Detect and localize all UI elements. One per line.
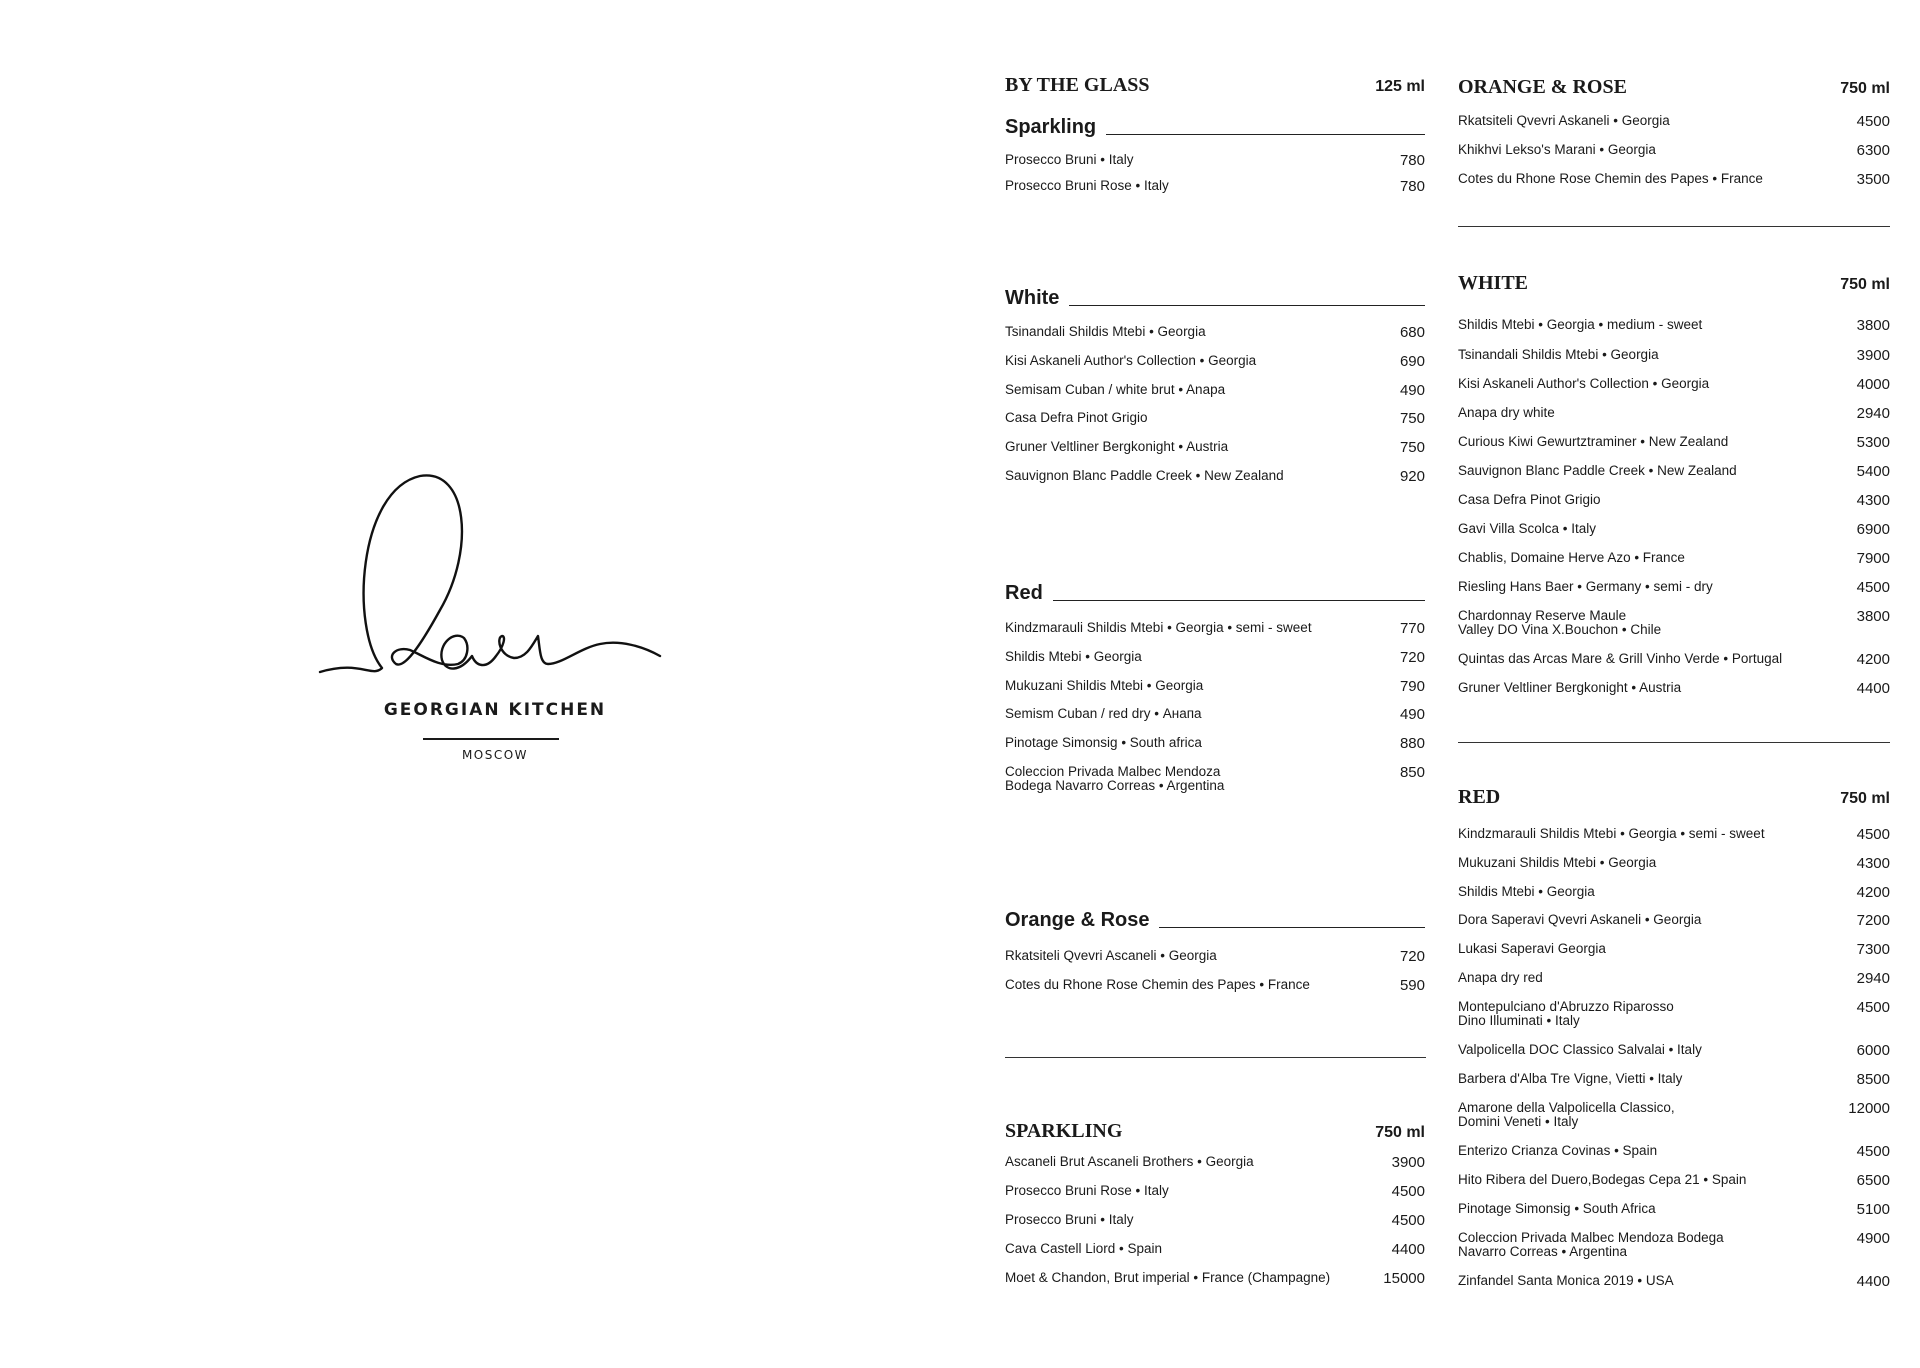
orange-rose-bottle-title: ORANGE & ROSE — [1458, 76, 1627, 98]
list-item — [1005, 325, 1425, 340]
list-item — [1005, 411, 1425, 426]
wine-price: 4300 — [1856, 855, 1890, 872]
wine-price: 15000 — [1383, 1270, 1425, 1287]
wine-name: Mukuzani Shildis Mtebi • Georgia — [1005, 678, 1204, 693]
glass-red-header — [1005, 582, 1425, 604]
list-item — [1458, 172, 1890, 187]
wine-name: Moet & Chandon, Brut imperial • France (Champagne) — [1005, 1270, 1331, 1285]
wine-name: Kisi Askaneli Author's Collection • Georgia — [1458, 376, 1710, 391]
wine-price: 4900 — [1856, 1230, 1890, 1247]
wine-price: 4500 — [1856, 826, 1890, 843]
wine-name: Shildis Mtebi • Georgia — [1005, 649, 1142, 664]
wine-price: 4400 — [1856, 1273, 1890, 1290]
wine-price: 6500 — [1856, 1172, 1890, 1189]
wine-name: Gruner Veltliner Bergkonight • Austria — [1458, 680, 1682, 695]
section-divider — [1458, 742, 1890, 743]
wine-price: 4000 — [1856, 376, 1890, 393]
section-rule — [1053, 600, 1425, 601]
list-item — [1458, 143, 1890, 158]
section-rule — [1106, 134, 1425, 135]
wine-name: Kindzmarauli Shildis Mtebi • Georgia • semi - sweet — [1005, 620, 1312, 635]
wine-price: 12000 — [1848, 1100, 1890, 1117]
wine-price: 4300 — [1856, 492, 1890, 509]
wine-name: Prosecco Bruni Rose • Italy — [1005, 178, 1169, 193]
list-item — [1458, 971, 1890, 986]
wine-price: 3900 — [1391, 1154, 1425, 1171]
orange-rose-bottle-header — [1458, 76, 1890, 99]
wine-price: 4500 — [1391, 1212, 1425, 1229]
list-item — [1458, 318, 1890, 333]
glass-white-header — [1005, 287, 1425, 309]
wine-price: 880 — [1399, 735, 1425, 752]
wine-price: 6300 — [1856, 142, 1890, 159]
glass-white-title: White — [1005, 287, 1060, 309]
list-item — [1458, 377, 1890, 392]
wine-name: Tsinandali Shildis Mtebi • Georgia — [1005, 324, 1206, 339]
list-item — [1005, 736, 1425, 751]
list-item — [1458, 827, 1890, 842]
white-bottle-header — [1458, 272, 1890, 295]
sparkling-bottle-volume: 750 ml — [1375, 1124, 1425, 1141]
wine-name: Kisi Askaneli Author's Collection • Georgia — [1005, 353, 1257, 368]
lari-script-logo — [300, 460, 690, 700]
list-item — [1458, 913, 1890, 928]
wine-name: Kindzmarauli Shildis Mtebi • Georgia • semi - sweet — [1458, 826, 1765, 841]
wine-price: 4200 — [1856, 651, 1890, 668]
wine-price: 720 — [1399, 948, 1425, 965]
list-item — [1005, 179, 1425, 194]
wine-name: Valpolicella DOC Classico Salvalai • Italy — [1458, 1042, 1702, 1057]
by-the-glass-header — [1005, 74, 1425, 97]
list-item — [1458, 1274, 1890, 1289]
wine-price: 7300 — [1856, 941, 1890, 958]
wine-name: Lukasi Saperavi Georgia — [1458, 941, 1606, 956]
section-divider — [1005, 1057, 1426, 1058]
wine-price: 2940 — [1856, 970, 1890, 987]
wine-name: Cotes du Rhone Rose Chemin des Papes • France — [1458, 171, 1763, 186]
wine-name: Casa Defra Pinot Grigio — [1458, 492, 1601, 507]
wine-price: 780 — [1399, 178, 1425, 195]
white-bottle-volume: 750 ml — [1840, 276, 1890, 293]
wine-name: Coleccion Privada Malbec Mendoza Bodega Navarro Correas • Argentina — [1005, 764, 1225, 793]
by-the-glass-volume: 125 ml — [1375, 78, 1425, 95]
list-item — [1458, 1101, 1890, 1129]
wine-name: Chardonnay Reserve Maule Valley DO Vina X.Bouchon • Chile — [1458, 608, 1662, 637]
wine-name: Sauvignon Blanc Paddle Creek • New Zealand — [1458, 463, 1737, 478]
wine-price: 4500 — [1856, 579, 1890, 596]
wine-price: 7200 — [1856, 912, 1890, 929]
wine-price: 720 — [1399, 649, 1425, 666]
wine-price: 4500 — [1856, 999, 1890, 1016]
list-item — [1458, 1231, 1890, 1259]
list-item — [1005, 1155, 1425, 1170]
wine-price: 6000 — [1856, 1042, 1890, 1059]
brand-city: MOSCOW — [461, 748, 529, 762]
glass-sparkling-header — [1005, 116, 1425, 138]
glass-orange-rose-title: Orange & Rose — [1005, 909, 1150, 931]
red-bottle-header — [1458, 786, 1890, 809]
wine-price: 750 — [1399, 410, 1425, 427]
wine-name: Prosecco Bruni Rose • Italy — [1005, 1183, 1169, 1198]
wine-name: Zinfandel Santa Monica 2019 • USA — [1458, 1273, 1674, 1288]
wine-name: Montepulciano d'Abruzzo Riparosso Dino Illuminati • Italy — [1458, 999, 1674, 1028]
wine-name: Amarone della Valpolicella Classico, Domini Veneti • Italy — [1458, 1100, 1675, 1129]
list-item — [1458, 942, 1890, 957]
wine-price: 5400 — [1856, 463, 1890, 480]
list-item — [1458, 652, 1890, 667]
wine-name: Ascaneli Brut Ascaneli Brothers • Georgia — [1005, 1154, 1254, 1169]
wine-price: 5300 — [1856, 434, 1890, 451]
brand-logo — [300, 460, 690, 780]
wine-price: 3800 — [1856, 317, 1890, 334]
list-item — [1458, 551, 1890, 566]
wine-name: Pinotage Simonsig • South Africa — [1458, 1201, 1656, 1216]
list-item — [1458, 856, 1890, 871]
list-item — [1458, 493, 1890, 508]
brand-divider — [423, 738, 559, 740]
list-item — [1005, 153, 1425, 168]
list-item — [1458, 1072, 1890, 1087]
wine-name: Barbera d'Alba Tre Vigne, Vietti • Italy — [1458, 1071, 1683, 1086]
wine-price: 4400 — [1856, 680, 1890, 697]
wine-name: Cava Castell Liord • Spain — [1005, 1241, 1163, 1256]
list-item — [1005, 650, 1425, 665]
red-bottle-volume: 750 ml — [1840, 790, 1890, 807]
list-item — [1458, 435, 1890, 450]
wine-price: 4500 — [1856, 113, 1890, 130]
list-item — [1458, 1202, 1890, 1217]
wine-name: Casa Defra Pinot Grigio — [1005, 410, 1148, 425]
wine-price: 3900 — [1856, 347, 1890, 364]
list-item — [1458, 681, 1890, 696]
list-item — [1458, 406, 1890, 421]
glass-red-title: Red — [1005, 582, 1043, 604]
wine-name: Curious Kiwi Gewurtztraminer • New Zealand — [1458, 434, 1729, 449]
wine-name: Semisam Cuban / white brut • Anapa — [1005, 382, 1226, 397]
wine-name: Quintas das Arcas Mare & Grill Vinho Verde • Portugal — [1458, 651, 1783, 666]
glass-orange-rose-header — [1005, 909, 1425, 931]
list-item — [1458, 1144, 1890, 1159]
wine-price: 690 — [1399, 353, 1425, 370]
list-item — [1005, 469, 1425, 484]
wine-name: Gruner Veltliner Bergkonight • Austria — [1005, 439, 1229, 454]
wine-price: 490 — [1399, 706, 1425, 723]
glass-sparkling-title: Sparkling — [1005, 116, 1097, 138]
wine-name: Gavi Villa Scolca • Italy — [1458, 521, 1597, 536]
wine-price: 780 — [1399, 152, 1425, 169]
wine-name: Anapa dry red — [1458, 970, 1543, 985]
list-item — [1458, 464, 1890, 479]
sparkling-bottle-title: SPARKLING — [1005, 1120, 1123, 1142]
wine-name: Rkatsiteli Qvevri Ascaneli • Georgia — [1005, 948, 1217, 963]
wine-price: 7900 — [1856, 550, 1890, 567]
wine-name: Riesling Hans Baer • Germany • semi - dry — [1458, 579, 1713, 594]
list-item — [1005, 1184, 1425, 1199]
list-item — [1005, 440, 1425, 455]
wine-name: Pinotage Simonsig • South africa — [1005, 735, 1202, 750]
wine-name: Dora Saperavi Qvevri Askaneli • Georgia — [1458, 912, 1702, 927]
wine-price: 5100 — [1856, 1201, 1890, 1218]
wine-name: Sauvignon Blanc Paddle Creek • New Zealand — [1005, 468, 1284, 483]
white-bottle-title: WHITE — [1458, 272, 1529, 294]
wine-name: Enterizo Crianza Covinas • Spain — [1458, 1143, 1658, 1158]
list-item — [1005, 383, 1425, 398]
wine-name: Semism Cuban / red dry • Анапа — [1005, 706, 1202, 721]
wine-name: Khikhvi Lekso's Marani • Georgia — [1458, 142, 1656, 157]
wine-name: Prosecco Bruni • Italy — [1005, 1212, 1134, 1227]
list-item — [1005, 1213, 1425, 1228]
wine-price: 790 — [1399, 678, 1425, 695]
list-item — [1005, 707, 1425, 722]
wine-price: 4200 — [1856, 884, 1890, 901]
wine-name: Anapa dry white — [1458, 405, 1555, 420]
list-item — [1005, 1271, 1425, 1286]
wine-price: 2940 — [1856, 405, 1890, 422]
list-item — [1005, 621, 1425, 636]
wine-name: Prosecco Bruni • Italy — [1005, 152, 1134, 167]
wine-name: Shildis Mtebi • Georgia — [1458, 884, 1595, 899]
list-item — [1458, 580, 1890, 595]
wine-price: 590 — [1399, 977, 1425, 994]
wine-price: 4500 — [1391, 1183, 1425, 1200]
list-item — [1005, 765, 1425, 793]
list-item — [1458, 1173, 1890, 1188]
wine-name: Shildis Mtebi • Georgia • medium - sweet — [1458, 317, 1703, 332]
list-item — [1005, 354, 1425, 369]
wine-name: Mukuzani Shildis Mtebi • Georgia — [1458, 855, 1657, 870]
section-divider — [1458, 226, 1890, 227]
wine-price: 850 — [1399, 764, 1425, 781]
wine-name: Hito Ribera del Duero,Bodegas Cepa 21 • Spain — [1458, 1172, 1747, 1187]
wine-price: 490 — [1399, 382, 1425, 399]
wine-name: Coleccion Privada Malbec Mendoza Bodega Navarro Correas • Argentina — [1458, 1230, 1724, 1259]
list-item — [1005, 1242, 1425, 1257]
list-item — [1458, 885, 1890, 900]
list-item — [1458, 1043, 1890, 1058]
list-item — [1458, 348, 1890, 363]
wine-name: Rkatsiteli Qvevri Askaneli • Georgia — [1458, 113, 1670, 128]
list-item — [1005, 949, 1425, 964]
wine-name: Tsinandali Shildis Mtebi • Georgia — [1458, 347, 1659, 362]
by-the-glass-title: BY THE GLASS — [1005, 74, 1150, 96]
wine-price: 3500 — [1856, 171, 1890, 188]
list-item — [1458, 114, 1890, 129]
sparkling-bottle-header — [1005, 1120, 1425, 1143]
list-item — [1005, 679, 1425, 694]
wine-price: 920 — [1399, 468, 1425, 485]
red-bottle-title: RED — [1458, 786, 1501, 808]
brand-name: GEORGIAN KITCHEN — [383, 700, 607, 720]
section-rule — [1159, 927, 1425, 928]
list-item — [1005, 978, 1425, 993]
wine-price: 3800 — [1856, 608, 1890, 625]
list-item — [1458, 522, 1890, 537]
wine-name: Chablis, Domaine Herve Azo • France — [1458, 550, 1685, 565]
section-rule — [1069, 305, 1425, 306]
wine-price: 750 — [1399, 439, 1425, 456]
list-item — [1458, 609, 1890, 637]
wine-name: Cotes du Rhone Rose Chemin des Papes • France — [1005, 977, 1310, 992]
wine-price: 770 — [1399, 620, 1425, 637]
wine-price: 6900 — [1856, 521, 1890, 538]
wine-price: 4400 — [1391, 1241, 1425, 1258]
list-item — [1458, 1000, 1890, 1028]
wine-price: 680 — [1399, 324, 1425, 341]
wine-price: 8500 — [1856, 1071, 1890, 1088]
orange-rose-bottle-volume: 750 ml — [1840, 80, 1890, 97]
wine-price: 4500 — [1856, 1143, 1890, 1160]
